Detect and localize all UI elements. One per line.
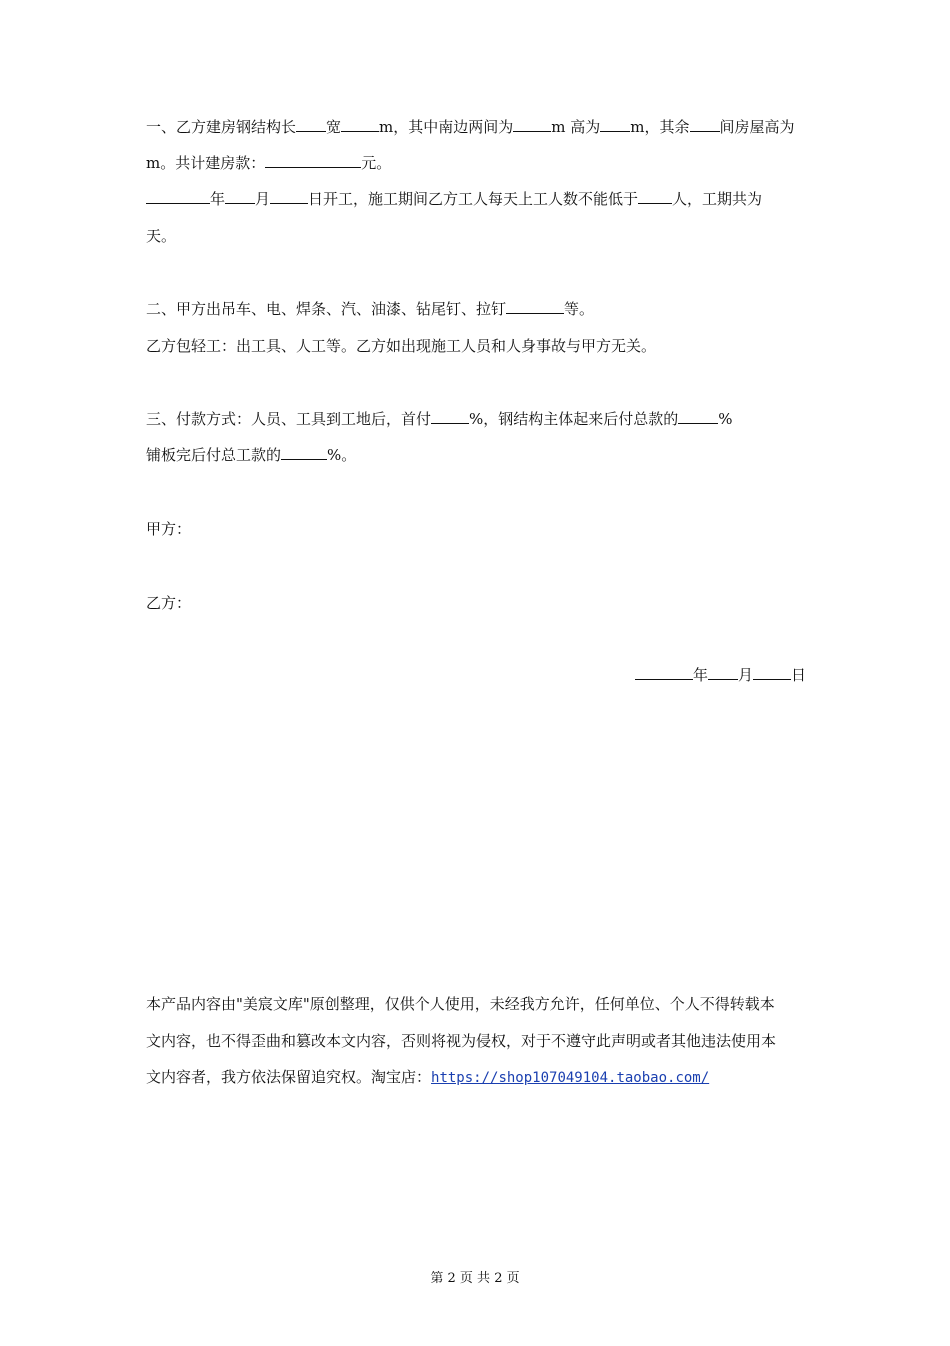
section2-text: 等。 (564, 300, 595, 318)
section1-text: 元。 (361, 154, 392, 172)
blank-start-day (270, 189, 308, 204)
section3-text: %，钢结构主体起来后付总款的 (469, 410, 679, 428)
blank-second-payment (678, 409, 718, 424)
section3-line2 (146, 445, 806, 465)
section1-line4 (146, 226, 806, 246)
signature-date (635, 665, 806, 685)
blank-first-payment (431, 409, 469, 424)
notice-text: 文内容者，我方依法保留追究权。淘宝店： (146, 1068, 432, 1086)
section1-text: m，其余 (630, 118, 690, 136)
notice-line2: 文内容，也不得歪曲和篡改本文内容，否则将视为侵权，对于不遵守此声明或者其他违法使用本 (146, 1032, 777, 1050)
section1-line3 (146, 189, 806, 209)
section1-text: 宽 (326, 118, 342, 136)
section1-text: 日开工，施工期间乙方工人每天上工人数不能低于 (308, 190, 639, 208)
section2-text: 乙方包轻工：出工具、人工等。乙方如出现施工人员和人身事故与甲方无关。 (146, 337, 657, 355)
blank-materials (506, 299, 564, 314)
section1-text: m 高为 (551, 118, 601, 136)
blank-start-year (146, 189, 210, 204)
section1-text: 月 (255, 190, 271, 208)
party-b-label: 乙方： (146, 594, 192, 612)
date-day-label: 日 (790, 666, 806, 684)
blank-sign-day (753, 665, 791, 680)
date-month-label: 月 (737, 666, 753, 684)
shop-link[interactable]: https://shop107049104.taobao.com/ (431, 1070, 710, 1086)
blank-workers (638, 189, 672, 204)
party-a-label: 甲方： (146, 520, 192, 538)
blank-final-payment (281, 445, 327, 460)
blank-width (341, 117, 379, 132)
section1-text: 间房屋高为 (719, 118, 795, 136)
section1-text: 天。 (146, 227, 177, 245)
section3-text: % (718, 410, 733, 428)
blank-total-cost (265, 153, 361, 168)
section1-text: m。共计建房款： (146, 154, 266, 172)
blank-south-rooms (513, 117, 551, 132)
blank-sign-year (635, 665, 693, 680)
section1-text: m，其中南边两间为 (379, 118, 514, 136)
section3-text: 三、付款方式：人员、工具到工地后，首付 (146, 410, 432, 428)
notice-line1: 本产品内容由"美宸文库"原创整理，仅供个人使用，未经我方允许，任何单位、个人不得转载本 (146, 995, 775, 1013)
blank-length (296, 117, 326, 132)
section3-text: 铺板完后付总工款的 (146, 446, 282, 464)
blank-start-month (225, 189, 255, 204)
section1-text: 年 (210, 190, 226, 208)
section3-text: %。 (327, 446, 357, 464)
blank-sign-month (708, 665, 738, 680)
section2-line2 (146, 336, 806, 356)
section3-line1 (146, 409, 806, 429)
section1-line2 (146, 153, 806, 173)
section2-line1 (146, 299, 806, 319)
section1-line1 (146, 117, 806, 137)
blank-height (600, 117, 630, 132)
section1-text: 一、乙方建房钢结构长 (146, 118, 297, 136)
blank-other-rooms (690, 117, 720, 132)
section1-text: 人，工期共为 (672, 190, 763, 208)
date-year-label: 年 (692, 666, 708, 684)
section2-text: 二、甲方出吊车、电、焊条、汽、油漆、钻尾钉、拉钉 (146, 300, 507, 318)
page-number: 第 2 页 共 2 页 (430, 1271, 520, 1286)
notice-line3 (146, 1067, 806, 1088)
